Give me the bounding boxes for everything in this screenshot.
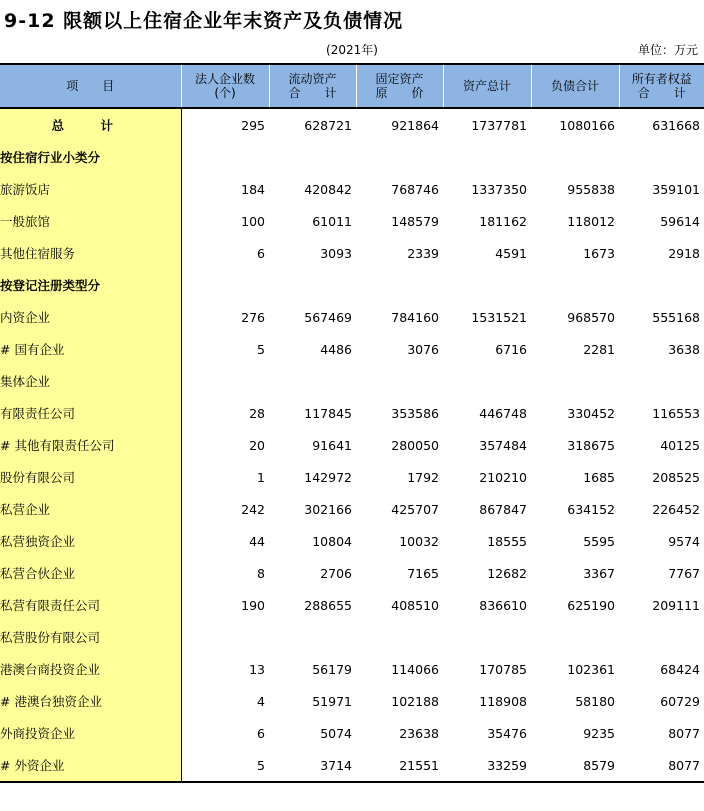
- cell-value: 102361: [567, 661, 615, 677]
- cell-value: 1080166: [559, 117, 615, 133]
- cell-value: [619, 269, 704, 301]
- cell-value: 555168: [652, 309, 700, 325]
- cell-value: [619, 621, 704, 653]
- row-label: 一般旅馆: [0, 205, 181, 237]
- table-row: [0, 141, 704, 173]
- table-row: [0, 173, 704, 205]
- table-row: [0, 269, 704, 301]
- row-label: 按登记注册类型分: [0, 269, 181, 301]
- header-total-liabilities: 负债合计: [531, 64, 619, 108]
- table-row: [0, 557, 704, 589]
- header-enterprise-count: 法人企业数 (个): [181, 64, 269, 108]
- table-row: [0, 589, 704, 621]
- cell-value: 921864: [391, 117, 439, 133]
- cell-value: 359101: [652, 181, 700, 197]
- cell-value: 276: [241, 309, 265, 325]
- cell-value: 5: [181, 749, 269, 782]
- cell-value: 784160: [391, 309, 439, 325]
- cell-value: 12682: [487, 565, 527, 581]
- cell-value: [181, 621, 269, 653]
- row-label: 港澳台商投资企业: [0, 653, 181, 685]
- row-label: 其他住宿服务: [0, 237, 181, 269]
- cell-value: [443, 141, 531, 173]
- cell-value: [531, 141, 619, 173]
- cell-value: 208525: [652, 469, 700, 485]
- cell-value: 40125: [660, 437, 700, 453]
- cell-value: 1685: [583, 469, 615, 485]
- row-label: # 外资企业: [0, 749, 181, 782]
- cell-value: 2918: [668, 245, 700, 261]
- cell-value: 1531521: [471, 309, 527, 325]
- cell-value: 353586: [391, 405, 439, 421]
- cell-value: [269, 269, 356, 301]
- cell-value: 2281: [583, 341, 615, 357]
- table-row: [0, 301, 704, 333]
- cell-value: 425707: [391, 501, 439, 517]
- cell-value: [531, 621, 619, 653]
- table-row: [0, 365, 704, 397]
- cell-value: 102188: [391, 693, 439, 709]
- cell-value: 116553: [652, 405, 700, 421]
- cell-value: 836610: [479, 597, 527, 613]
- cell-value: 8077: [619, 749, 704, 782]
- table-row: [0, 205, 704, 237]
- cell-value: 60729: [660, 693, 700, 709]
- table-row: [0, 397, 704, 429]
- cell-value: 357484: [479, 437, 527, 453]
- cell-value: 625190: [567, 597, 615, 613]
- cell-value: 242: [241, 501, 265, 517]
- cell-value: 1792: [407, 469, 439, 485]
- cell-value: 91641: [312, 437, 352, 453]
- table-row: [0, 429, 704, 461]
- row-label: 有限责任公司: [0, 397, 181, 429]
- cell-value: 13: [249, 661, 265, 677]
- cell-value: 567469: [304, 309, 352, 325]
- cell-value: [619, 365, 704, 397]
- cell-value: 68424: [660, 661, 700, 677]
- row-label: 股份有限公司: [0, 461, 181, 493]
- cell-value: 209111: [652, 597, 700, 613]
- cell-value: 9235: [583, 725, 615, 741]
- cell-value: 5595: [583, 533, 615, 549]
- cell-value: 3076: [407, 341, 439, 357]
- cell-value: 446748: [479, 405, 527, 421]
- cell-value: 28: [249, 405, 265, 421]
- cell-value: 2706: [320, 565, 352, 581]
- header-row: [0, 64, 704, 108]
- cell-value: 117845: [304, 405, 352, 421]
- cell-value: 3093: [320, 245, 352, 261]
- cell-value: 3638: [668, 341, 700, 357]
- cell-value: 867847: [479, 501, 527, 517]
- cell-value: 288655: [304, 597, 352, 613]
- cell-value: [269, 621, 356, 653]
- cell-value: 100: [241, 213, 265, 229]
- cell-value: [531, 269, 619, 301]
- table-row: [0, 333, 704, 365]
- cell-value: 184: [241, 181, 265, 197]
- cell-value: 190: [241, 597, 265, 613]
- cell-value: [443, 621, 531, 653]
- row-label: 集体企业: [0, 365, 181, 397]
- cell-value: 628721: [304, 117, 352, 133]
- row-label: 外商投资企业: [0, 717, 181, 749]
- row-label: 内资企业: [0, 301, 181, 333]
- page-title: 9-12 限额以上住宿企业年末资产及负债情况: [4, 10, 404, 32]
- cell-value: [443, 269, 531, 301]
- cell-value: 61011: [312, 213, 352, 229]
- cell-value: 118012: [567, 213, 615, 229]
- cell-value: 210210: [479, 469, 527, 485]
- cell-value: 420842: [304, 181, 352, 197]
- header-current-assets: 流动资产 合 计: [269, 64, 356, 108]
- table-row: [0, 749, 704, 782]
- header-total-assets: 资产总计: [443, 64, 531, 108]
- cell-value: 18555: [487, 533, 527, 549]
- cell-value: [181, 269, 269, 301]
- year-label: (2021年): [326, 43, 378, 57]
- header-owners-equity: 所有者权益 合 计: [619, 64, 704, 108]
- cell-value: 7165: [407, 565, 439, 581]
- cell-value: 2339: [407, 245, 439, 261]
- data-table: [0, 63, 704, 783]
- cell-value: 6: [257, 725, 265, 741]
- row-label: 私营股份有限公司: [0, 621, 181, 653]
- cell-value: [269, 141, 356, 173]
- cell-value: 6: [257, 245, 265, 261]
- row-label: 私营独资企业: [0, 525, 181, 557]
- table-row: [0, 237, 704, 269]
- cell-value: 35476: [487, 725, 527, 741]
- cell-value: 10804: [312, 533, 352, 549]
- table-row: [0, 621, 704, 653]
- cell-value: 1337350: [471, 181, 527, 197]
- cell-value: 114066: [391, 661, 439, 677]
- cell-value: 148579: [391, 213, 439, 229]
- header-fixed-assets: 固定资产 原 价: [356, 64, 443, 108]
- table-row: [0, 525, 704, 557]
- cell-value: 226452: [652, 501, 700, 517]
- cell-value: 7767: [668, 565, 700, 581]
- cell-value: [269, 365, 356, 397]
- cell-value: 181162: [479, 213, 527, 229]
- row-label: # 其他有限责任公司: [0, 429, 181, 461]
- cell-value: 6716: [495, 341, 527, 357]
- table-row: [0, 493, 704, 525]
- cell-value: 59614: [660, 213, 700, 229]
- table-row: [0, 717, 704, 749]
- cell-value: 44: [249, 533, 265, 549]
- cell-value: 9574: [668, 533, 700, 549]
- row-label: 私营有限责任公司: [0, 589, 181, 621]
- cell-value: 4: [257, 693, 265, 709]
- cell-value: 58180: [575, 693, 615, 709]
- table-row: [0, 685, 704, 717]
- cell-value: 4591: [495, 245, 527, 261]
- cell-value: [181, 141, 269, 173]
- cell-value: 768746: [391, 181, 439, 197]
- row-label: 私营合伙企业: [0, 557, 181, 589]
- row-label: 私营企业: [0, 493, 181, 525]
- cell-value: 51971: [312, 693, 352, 709]
- row-label: # 国有企业: [0, 333, 181, 365]
- cell-value: [356, 365, 443, 397]
- row-label: 总 计: [0, 108, 181, 141]
- cell-value: [181, 365, 269, 397]
- row-label: # 港澳台独资企业: [0, 685, 181, 717]
- header-item: 项 目: [0, 64, 181, 108]
- cell-value: 10032: [399, 533, 439, 549]
- cell-value: 23638: [399, 725, 439, 741]
- table-row: [0, 461, 704, 493]
- cell-value: 21551: [356, 749, 443, 782]
- cell-value: 170785: [479, 661, 527, 677]
- cell-value: 318675: [567, 437, 615, 453]
- cell-value: [443, 365, 531, 397]
- cell-value: [356, 269, 443, 301]
- cell-value: 280050: [391, 437, 439, 453]
- cell-value: 955838: [567, 181, 615, 197]
- cell-value: 8077: [668, 725, 700, 741]
- cell-value: 295: [241, 117, 265, 133]
- cell-value: 5: [257, 341, 265, 357]
- cell-value: 8579: [531, 749, 619, 782]
- cell-value: 8: [257, 565, 265, 581]
- cell-value: 142972: [304, 469, 352, 485]
- table-row: [0, 653, 704, 685]
- cell-value: [356, 621, 443, 653]
- row-label: 按住宿行业小类分: [0, 141, 181, 173]
- cell-value: 5074: [320, 725, 352, 741]
- cell-value: [356, 141, 443, 173]
- cell-value: 408510: [391, 597, 439, 613]
- cell-value: 634152: [567, 501, 615, 517]
- cell-value: 20: [249, 437, 265, 453]
- cell-value: 33259: [443, 749, 531, 782]
- unit-label: 单位：万元: [637, 43, 698, 57]
- cell-value: 1: [257, 469, 265, 485]
- cell-value: 3367: [583, 565, 615, 581]
- cell-value: 631668: [652, 117, 700, 133]
- table-row: [0, 108, 704, 141]
- cell-value: 302166: [304, 501, 352, 517]
- cell-value: 1737781: [471, 117, 527, 133]
- cell-value: 3714: [269, 749, 356, 782]
- cell-value: 56179: [312, 661, 352, 677]
- cell-value: 968570: [567, 309, 615, 325]
- cell-value: [531, 365, 619, 397]
- cell-value: 1673: [583, 245, 615, 261]
- cell-value: 118908: [479, 693, 527, 709]
- cell-value: [619, 141, 704, 173]
- cell-value: 4486: [320, 341, 352, 357]
- cell-value: 330452: [567, 405, 615, 421]
- row-label: 旅游饭店: [0, 173, 181, 205]
